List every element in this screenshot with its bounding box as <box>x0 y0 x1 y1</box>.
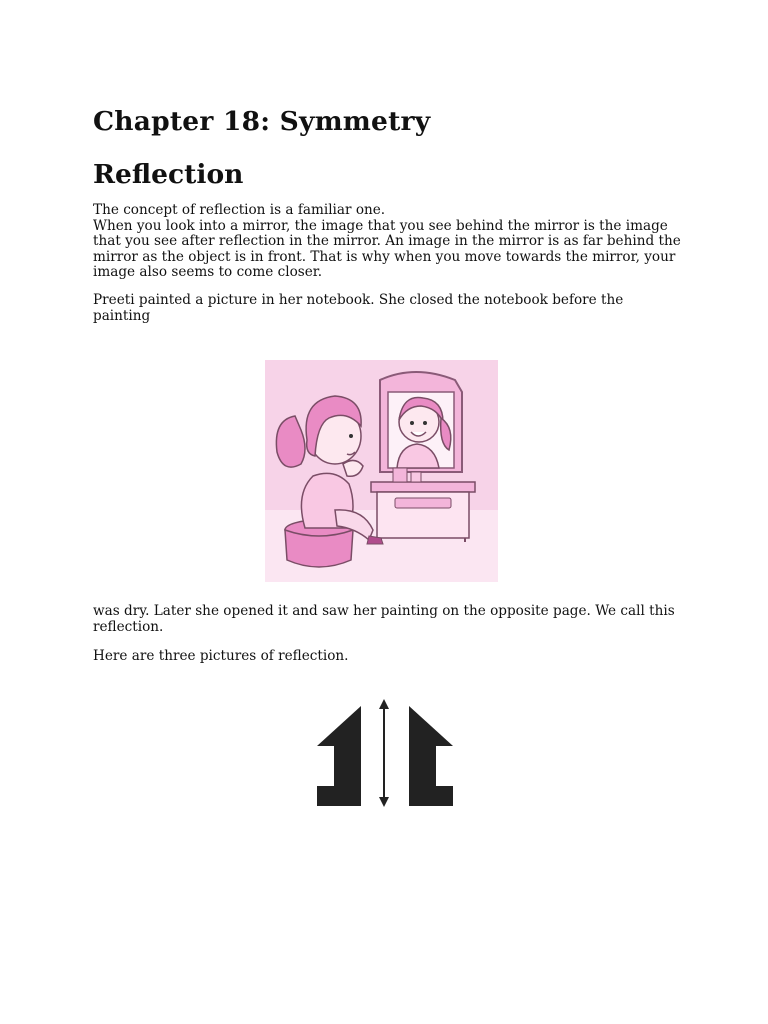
left-shape <box>317 706 361 806</box>
right-shape <box>409 706 453 806</box>
paragraph-intro <box>93 203 683 281</box>
paragraph-intro-line1: The concept of reflection is a familiar one. <box>93 202 386 218</box>
section-title: Reflection <box>93 159 244 190</box>
mirror-shapes-figure <box>312 696 458 810</box>
paragraph-three-pictures: Here are three pictures of reflection. <box>93 648 349 664</box>
girl-mirror-illustration <box>265 360 498 582</box>
paragraph-preeti: Preeti painted a picture in her notebook. She closed the notebook before the painting <box>93 292 624 324</box>
paragraph-reflection: was dry. Later she opened it and saw her painting on the opposite page. We call this reflection. <box>93 603 675 635</box>
chapter-title: Chapter 18: Symmetry <box>93 106 431 137</box>
paragraph-intro-line2: When you look into a mirror, the image that you see behind the mirror is the image that you see after reflection in the mirror. An image in the mirror is as far behind the mirror as the object is in front. That is why when you move towards the mirror, your image also seems to come closer. <box>93 217 681 280</box>
mirror-axis-arrow-icon <box>379 699 389 807</box>
